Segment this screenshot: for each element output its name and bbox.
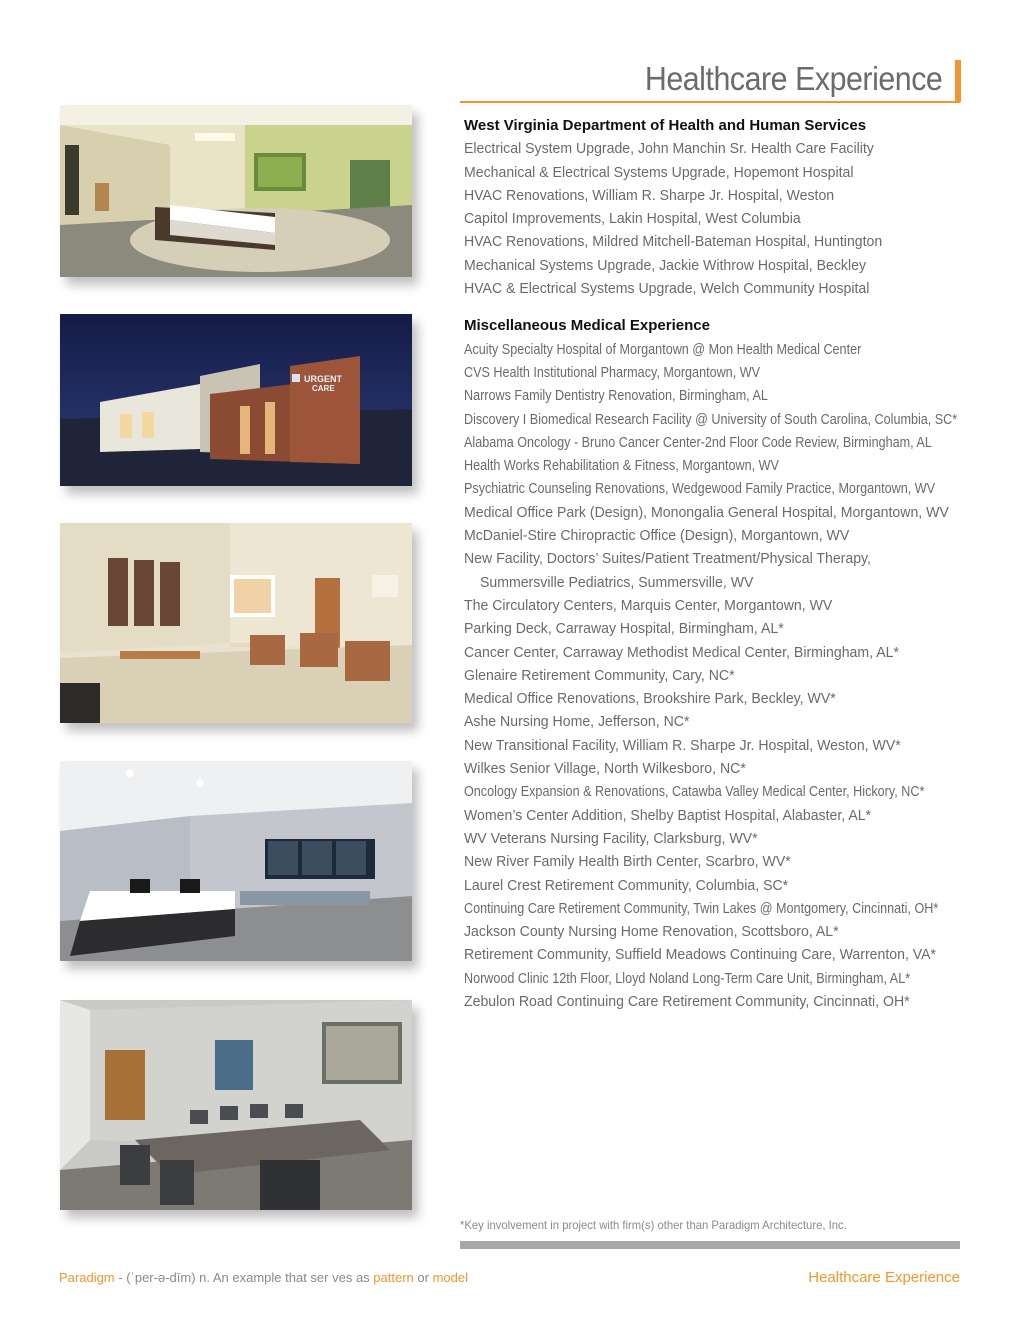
footer-or: or [413,1270,433,1285]
list-item: HVAC Renovations, William R. Sharpe Jr. Hospital, Weston [464,186,835,204]
photo-conference-room [60,1000,412,1210]
section-heading-misc: Miscellaneous Medical Experience [464,317,710,335]
list-item: Cancer Center, Carraway Methodist Medical Center, Birmingham, AL* [464,643,899,661]
list-item: The Circulatory Centers, Marquis Center, Morgantown, WV [464,596,833,614]
list-item: Glenaire Retirement Community, Cary, NC* [464,666,735,684]
list-item: Parking Deck, Carraway Hospital, Birmingham, AL* [464,620,784,638]
list-item: New Transitional Facility, William R. Sharpe Jr. Hospital, Weston, WV* [464,736,901,754]
list-item: Zebulon Road Continuing Care Retirement Community, Cincinnati, OH* [464,992,910,1010]
list-item: McDaniel-Stire Chiropractic Office (Design), Morgantown, WV [464,527,850,545]
title-accent-bar [955,60,961,102]
footer-model: model [432,1270,468,1285]
list-item: Wilkes Senior Village, North Wilkesboro, NC* [464,760,746,778]
list-item: Medical Office Park (Design), Monongalia General Hospital, Morgantown, WV [464,503,949,521]
footer-section-label: Healthcare Experience [808,1269,960,1286]
footnote: *Key involvement in project with firm(s) other than Paradigm Architecture, Inc. [460,1218,847,1232]
list-item: New Facility, Doctors’ Suites/Patient Treatment/Physical Therapy, [464,550,871,568]
list-item: Continuing Care Retirement Community, Twin Lakes @ Montgomery, Cincinnati, OH* [464,899,939,917]
list-item: Mechanical Systems Upgrade, Jackie Withrow Hospital, Beckley [464,256,867,274]
footer-tagline [59,1270,468,1285]
section-heading-wv: West Virginia Department of Health and Human Services [464,117,867,134]
list-item: Alabama Oncology - Bruno Cancer Center-2nd Floor Code Review, Birmingham, AL [464,433,932,451]
photo-reception-area [60,761,412,961]
list-item-continuation [464,571,943,594]
title-underline [460,101,960,103]
photo-waiting-room [60,523,412,723]
list-item: Health Works Rehabilitation & Fitness, Morgantown, WV [464,457,779,475]
list-item: WV Veterans Nursing Facility, Clarksburg, WV* [464,829,758,847]
list-item: New River Family Health Birth Center, Scarbro, WV* [464,853,791,871]
list-item: Discovery I Biomedical Research Facility @ University of South Carolina, Columbia, SC* [464,410,958,428]
page-title: Healthcare Experience [644,60,942,97]
wv-project-list [464,137,974,300]
list-item: CVS Health Institutional Pharmacy, Morgantown, WV [464,363,760,381]
photo-hospital-lobby [60,105,412,277]
list-item: Women’s Center Addition, Shelby Baptist Hospital, Alabaster, AL* [464,806,872,824]
footer-pattern: pattern [373,1270,414,1285]
list-item: Retirement Community, Suffield Meadows Continuing Care, Warrenton, VA* [464,946,937,964]
list-item: Ashe Nursing Home, Jefferson, NC* [464,713,690,731]
list-item-continuation-text: Summersville Pediatrics, Summersville, WV [479,573,754,591]
list-item: Acuity Specialty Hospital of Morgantown @ Mon Health Medical Center [464,340,862,358]
footer-brand: Paradigm [59,1270,115,1285]
photo-urgent-care-night [60,314,412,486]
footer-divider [460,1241,960,1249]
misc-project-list [464,338,974,1014]
list-item: Jackson County Nursing Home Renovation, Scottsboro, AL* [464,923,839,941]
list-item: HVAC Renovations, Mildred Mitchell-Bateman Hospital, Huntington [464,233,883,251]
list-item: Norwood Clinic 12th Floor, Lloyd Noland Long-Term Care Unit, Birmingham, AL* [464,969,911,987]
list-item: Psychiatric Counseling Renovations, Wedgewood Family Practice, Morgantown, WV [464,480,936,498]
list-item: Medical Office Renovations, Brookshire Park, Beckley, WV* [464,690,836,708]
urgent-care-sign: URGENT [304,374,342,384]
list-item: HVAC & Electrical Systems Upgrade, Welch Community Hospital [464,280,870,298]
urgent-care-sign-2: CARE [312,384,335,393]
list-item: Oncology Expansion & Renovations, Catawba Valley Medical Center, Hickory, NC* [464,783,925,801]
list-item: Laurel Crest Retirement Community, Columbia, SC* [464,876,789,894]
list-item: Capitol Improvements, Lakin Hospital, West Columbia [464,210,801,228]
experience-list [464,114,974,1013]
list-item: Electrical System Upgrade, John Manchin Sr. Health Care Facility [464,140,874,158]
footer-definition: - (ˈper-ə-dīm) n. An example that ser ves as [114,1270,374,1285]
list-item: Narrows Family Dentistry Renovation, Birmingham, AL [464,387,768,405]
list-item: Mechanical & Electrical Systems Upgrade, Hopemont Hospital [464,163,854,181]
